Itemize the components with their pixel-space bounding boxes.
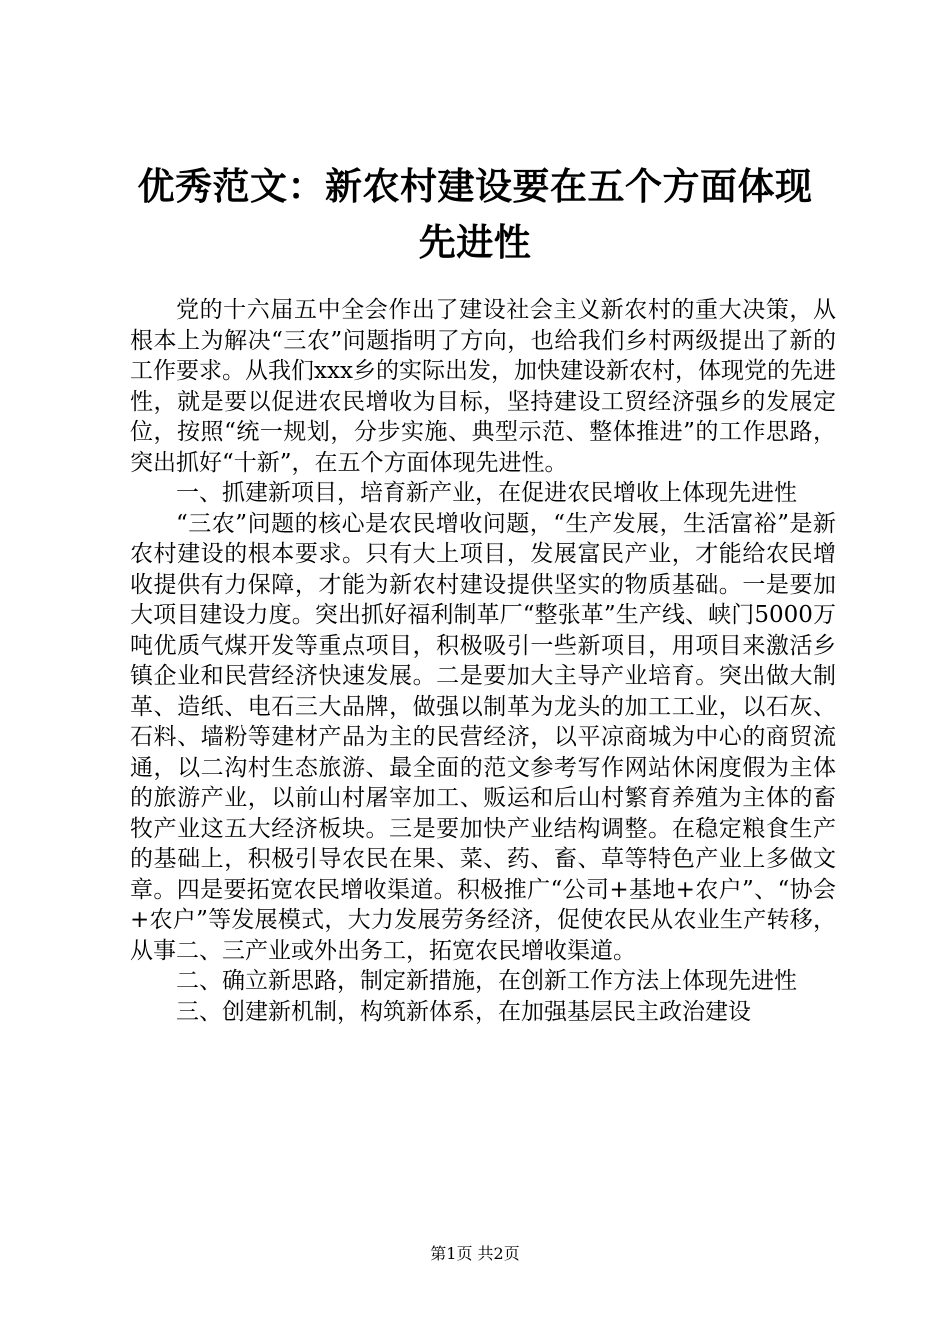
section-heading-1: 一、抓建新项目，培育新产业，在促进农民增收上体现先进性 (176, 480, 797, 506)
document-body (130, 295, 836, 1027)
page-number-footer: 第1页 共2页 (430, 1244, 520, 1263)
paragraph-intro: 党的十六届五中全会作出了建设社会主义新农村的重大决策，从根本上为解决“三农”问题指明了方向，也给我们乡村两级提出了新的工作要求。从我们xxx乡的实际出发，加快建设新农村，体现党的先进性，就是要以促进农民增收为目标，坚持建设工贸经济强乡的发展定位，按照“统一规划，分步实施、典型示范、整体推进”的工作思路，突出抓好“十新”，在五个方面体现先进性。 (130, 297, 836, 476)
paragraph-section-1: “三农”问题的核心是农民增收问题，“生产发展，生活富裕”是新农村建设的根本要求。只有大上项目，发展富民产业，才能给农民增收提供有力保障，才能为新农村建设提供坚实的物质基础。一是要加大项目建设力度。突出抓好福利制革厂“整张革”生产线、峡门5000万吨优质气煤开发等重点项目，积极吸引一些新项目，用项目来激活乡镇企业和民营经济快速发展。二是要加大主导产业培育。突出做大制革、造纸、电石三大品牌，做强以制革为龙头的加工工业，以石灰、石料、墙粉等建材产品为主的民营经济，以平凉商城为中心的商贸流通，以二沟村生态旅游、最全面的范文参考写作网站休闲度假为主体的旅游产业，以前山村屠宰加工、贩运和后山村繁育养殖为主体的畜牧产业这五大经济板块。三是要加快产业结构调整。在稳定粮食生产的基础上，积极引导农民在果、菜、药、畜、草等特色产业上多做文章。四是要拓宽农民增收渠道。积极推广“公司+基地+农户”、“协会+农户”等发展模式，大力发展劳务经济，促使农民从农业生产转移，从事二、三产业或外出务工，拓宽农民增收渠道。 (130, 510, 836, 964)
section-heading-2: 二、确立新思路，制定新措施，在创新工作方法上体现先进性 (176, 968, 797, 994)
document-title: 优秀范文：新农村建设要在五个方面体现先进性 (137, 164, 813, 264)
section-heading-3: 三、创建新机制，构筑新体系，在加强基层民主政治建设 (176, 998, 751, 1025)
